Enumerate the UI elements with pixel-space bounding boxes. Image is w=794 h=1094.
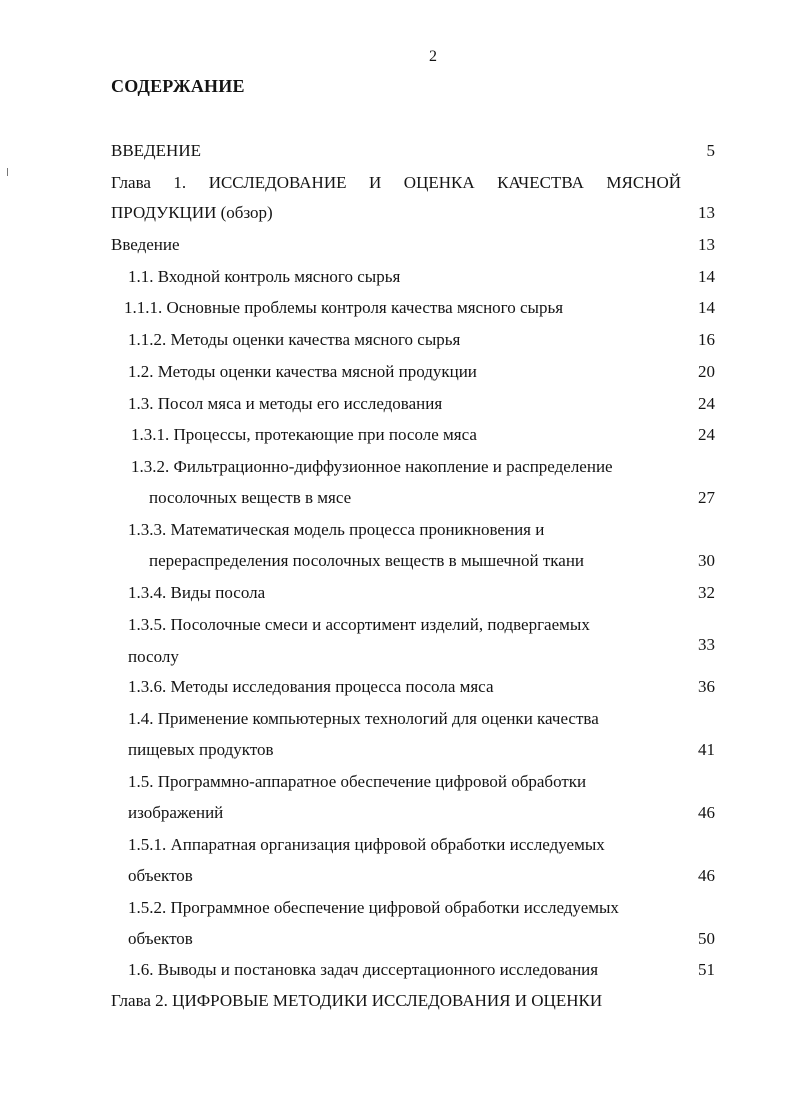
toc-entry-page: 46 (698, 866, 715, 885)
toc-entry-text: ПРОДУКЦИИ (обзор) (111, 203, 273, 222)
toc-entry-page: 32 (698, 583, 715, 602)
toc-entry-page: 36 (698, 677, 715, 696)
toc-entry-page: 46 (698, 803, 715, 822)
toc-entry-text: 1.6. Выводы и постановка задач диссертационного исследования (128, 960, 599, 979)
toc-entry-page: 50 (698, 929, 715, 948)
toc-entry-page: 41 (698, 740, 715, 759)
toc-entry-text: Глава 1. ИССЛЕДОВАНИЕ И ОЦЕНКА КАЧЕСТВА МЯСНОЙ (111, 173, 681, 192)
toc-entry-text: 1.3.1. Процессы, протекающие при посоле мяса (131, 425, 477, 444)
toc-entry-text: 1.1. Входной контроль мясного сырья (128, 267, 401, 286)
toc-entry-text: 1.5.1. Аппаратная организация цифровой обработки исследуемых (128, 835, 605, 854)
toc-entry-text: посолу (128, 647, 179, 666)
toc-entry-page: 14 (698, 298, 715, 317)
toc-entry-text: объектов (128, 929, 193, 948)
page-number: 2 (429, 48, 437, 65)
toc-entry-text: Глава 2. ЦИФРОВЫЕ МЕТОДИКИ ИССЛЕДОВАНИЯ И ОЦЕНКИ (111, 991, 603, 1010)
toc-entry-page: 33 (698, 635, 715, 654)
toc-entry-page: 5 (706, 141, 715, 160)
toc-entry-page: 27 (698, 488, 715, 507)
toc-entry-page: 16 (698, 330, 715, 349)
toc-title: СОДЕРЖАНИЕ (111, 76, 245, 96)
toc-entry-text: 1.3.2. Фильтрационно-диффузионное накопление и распределение (131, 457, 613, 476)
toc-entry-text: объектов (128, 866, 193, 885)
toc-entry-page: 24 (698, 394, 715, 413)
toc-entry-page: 14 (698, 267, 715, 286)
toc-entry-page: 51 (698, 960, 715, 979)
toc-entry-text: посолочных веществ в мясе (149, 488, 352, 507)
toc-entry-text: 1.3.3. Математическая модель процесса проникновения и (128, 520, 545, 539)
toc-entry-text: 1.5.2. Программное обеспечение цифровой обработки исследуемых (128, 898, 619, 917)
toc-entry-text: 1.3.4. Виды посола (128, 583, 266, 602)
toc-entry-text: 1.2. Методы оценки качества мясной продукции (128, 362, 477, 381)
margin-scan-mark (7, 168, 8, 176)
toc-entry-page: 20 (698, 362, 715, 381)
toc-entry-page: 13 (698, 235, 715, 254)
toc-entry-text: ВВЕДЕНИЕ (111, 141, 201, 160)
toc-entry-page: 30 (698, 551, 715, 570)
toc-entry-text: 1.3.5. Посолочные смеси и ассортимент изделий, подвергаемых (128, 615, 590, 634)
toc-entry-text: 1.1.1. Основные проблемы контроля качества мясного сырья (124, 298, 564, 317)
toc-entry-text: пищевых продуктов (128, 740, 274, 759)
toc-entry-text: Введение (111, 235, 180, 254)
toc-entry-text: 1.3. Посол мяса и методы его исследования (128, 394, 443, 413)
toc-entry-page: 13 (698, 203, 715, 222)
toc-entry-text: 1.1.2. Методы оценки качества мясного сырья (128, 330, 461, 349)
toc-entry-text: 1.4. Применение компьютерных технологий для оценки качества (128, 709, 599, 728)
toc-entry-text: 1.5. Программно-аппаратное обеспечение цифровой обработки (128, 772, 587, 791)
toc-entry-page: 24 (698, 425, 715, 444)
toc-entry-text: перераспределения посолочных веществ в мышечной ткани (149, 551, 585, 570)
toc-entry-text: изображений (128, 803, 224, 822)
toc-entry-text: 1.3.6. Методы исследования процесса посола мяса (128, 677, 494, 696)
